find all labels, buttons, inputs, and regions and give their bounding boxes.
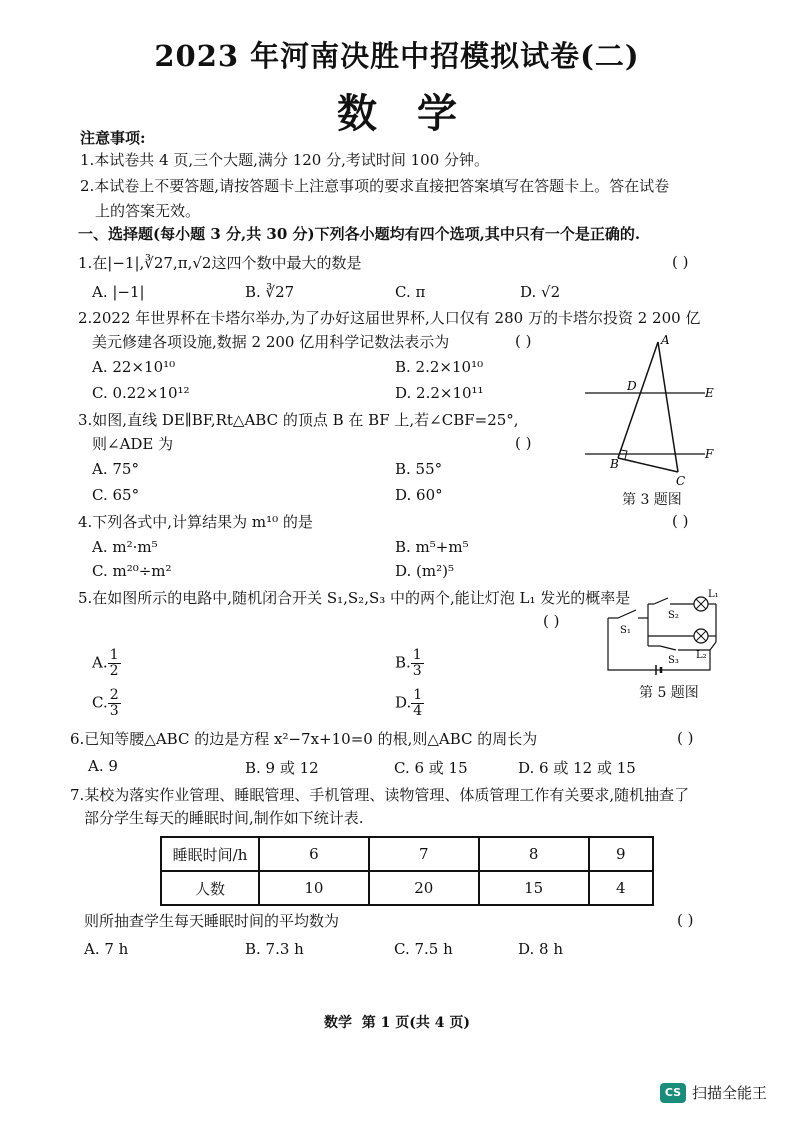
label-f: F — [705, 447, 714, 461]
q5-option-d-label: D. — [395, 693, 412, 712]
q5-figure-caption: 第 5 题图 — [639, 685, 699, 701]
table-row-header: 人数 — [161, 871, 259, 905]
table-cell: 4 — [589, 871, 653, 905]
q4-option-c: C. m²⁰÷m² — [92, 562, 172, 580]
fraction-denominator: 3 — [109, 703, 119, 719]
label-c: C — [676, 474, 686, 488]
q7-option-b: B. 7.3 h — [245, 940, 304, 958]
q7-stem-2: 部分学生每天的睡眠时间,制作如下统计表. — [84, 809, 364, 827]
q3-option-a: A. 75° — [92, 460, 139, 478]
side-ab — [618, 342, 658, 458]
q5-stem: 5.在如图所示的电路中,随机闭合开关 S₁,S₂,S₃ 中的两个,能让灯泡 L₁ 发光的概率是 — [78, 589, 631, 607]
q5-circuit-figure — [598, 588, 724, 680]
circuit-wire — [710, 642, 716, 650]
q6-option-b: B. 9 或 12 — [245, 759, 319, 777]
label-b: B — [610, 457, 619, 471]
q2-answer-paren: ( ) — [515, 332, 532, 350]
label-a: A — [661, 333, 670, 347]
table-cell: 20 — [369, 871, 479, 905]
fraction-denominator: 2 — [109, 663, 119, 679]
table-row-header: 睡眠时间/h — [161, 837, 259, 871]
q4-option-a: A. m²·m⁵ — [92, 538, 158, 556]
label-l1: L₁ — [708, 589, 719, 600]
q1-option-a: A. |−1| — [92, 283, 145, 301]
q5-option-c — [92, 688, 121, 719]
subject-title: 数学 — [337, 90, 497, 137]
q5-answer-paren: ( ) — [543, 612, 560, 630]
scanner-logo-icon: CS — [660, 1083, 686, 1103]
q6-option-d: D. 6 或 12 或 15 — [518, 759, 636, 777]
q7-stem-3: 则所抽查学生每天睡眠时间的平均数为 — [84, 912, 340, 930]
q4-option-b: B. m⁵+m⁵ — [395, 538, 469, 556]
q5-option-a-fraction — [108, 648, 121, 679]
q5-option-b-fraction — [411, 648, 424, 679]
fraction-denominator: 3 — [412, 663, 422, 679]
q1-answer-paren: ( ) — [672, 253, 689, 271]
q5-option-a — [92, 648, 121, 679]
fraction-numerator: 1 — [413, 687, 423, 703]
q3-stem-2: 则∠ADE 为 — [92, 435, 174, 453]
label-s1: S₁ — [620, 625, 631, 636]
label-s2: S₂ — [668, 610, 679, 621]
switch-s1 — [618, 610, 636, 618]
table-cell: 15 — [479, 871, 589, 905]
q7-stem-1: 7.某校为落实作业管理、睡眠管理、手机管理、读物管理、体质管理工作有关要求,随机抽查了 — [70, 786, 690, 804]
q2-option-c: C. 0.22×10¹² — [92, 384, 190, 402]
q1-option-d: D. √2 — [520, 283, 561, 301]
section-heading: 一、选择题(每小题 3 分,共 30 分)下列各小题均有四个选项,其中只有一个是正确的. — [78, 225, 641, 243]
fraction-numerator: 1 — [109, 647, 119, 663]
table-row — [161, 837, 653, 871]
q3-option-d: D. 60° — [395, 486, 443, 504]
sleep-stats-table — [160, 836, 654, 906]
q6-answer-paren: ( ) — [677, 729, 694, 747]
switch-s3 — [660, 646, 676, 650]
q7-option-d: D. 8 h — [518, 940, 563, 958]
q4-stem: 4.下列各式中,计算结果为 m¹⁰ 的是 — [78, 513, 313, 531]
q7-option-a: A. 7 h — [84, 940, 129, 958]
q5-option-d-fraction — [411, 688, 424, 719]
q1-stem: 1.在|−1|,∛27,π,√2这四个数中最大的数是 — [78, 254, 362, 272]
q5-option-c-label: C. — [92, 693, 108, 712]
notes-item-1: 1.本试卷共 4 页,三个大题,满分 120 分,考试时间 100 分钟。 — [80, 151, 490, 169]
q6-option-c: C. 6 或 15 — [394, 759, 468, 777]
q6-option-a: A. 9 — [88, 757, 118, 775]
q3-option-c: C. 65° — [92, 486, 140, 504]
page-footer: 数学 第 1 页(共 4 页) — [324, 1015, 470, 1031]
q3-geometry-figure — [580, 330, 720, 490]
notes-item-2b: 上的答案无效。 — [95, 202, 201, 220]
q2-option-b: B. 2.2×10¹⁰ — [395, 358, 484, 376]
fraction-numerator: 2 — [109, 687, 119, 703]
table-cell: 6 — [259, 837, 369, 871]
q3-answer-paren: ( ) — [515, 434, 532, 452]
label-s3: S₃ — [668, 655, 679, 666]
q5-option-a-label: A. — [92, 653, 108, 672]
switch-s2 — [654, 598, 668, 604]
exam-title: 2023 年河南决胜中招模拟试卷(二) — [154, 39, 640, 73]
q3-option-b: B. 55° — [395, 460, 443, 478]
q2-stem-1: 2.2022 年世界杯在卡塔尔举办,为了办好这届世界杯,人口仅有 280 万的卡塔尔投资 2 200 亿 — [78, 309, 701, 327]
label-l2: L₂ — [696, 650, 707, 661]
label-e: E — [705, 386, 714, 400]
q4-option-d: D. (m²)⁵ — [395, 562, 454, 580]
side-bc — [618, 458, 678, 472]
table-row — [161, 871, 653, 905]
table-cell: 8 — [479, 837, 589, 871]
q1-option-b: B. ∛27 — [245, 283, 295, 301]
q7-answer-paren: ( ) — [677, 911, 694, 929]
q7-option-c: C. 7.5 h — [394, 940, 453, 958]
q5-option-c-fraction — [108, 688, 121, 719]
q5-option-d — [395, 688, 424, 719]
q5-option-b-label: B. — [395, 653, 411, 672]
table-cell: 10 — [259, 871, 369, 905]
notes-item-2a: 2.本试卷上不要答题,请按答题卡上注意事项的要求直接把答案填写在答题卡上。答在试卷 — [80, 177, 670, 195]
scanner-watermark-text: 扫描全能王 — [692, 1084, 768, 1102]
q1-option-c: C. π — [395, 283, 426, 301]
label-d: D — [627, 379, 637, 393]
q2-option-d: D. 2.2×10¹¹ — [395, 384, 484, 402]
table-cell: 7 — [369, 837, 479, 871]
notes-heading: 注意事项: — [80, 129, 146, 147]
q5-option-b — [395, 648, 424, 679]
fraction-denominator: 4 — [413, 703, 423, 719]
q2-stem-2: 美元修建各项设施,数据 2 200 亿用科学记数法表示为 — [92, 333, 450, 351]
q6-stem: 6.已知等腰△ABC 的边是方程 x²−7x+10=0 的根,则△ABC 的周长为 — [70, 730, 538, 748]
q3-stem-1: 3.如图,直线 DE∥BF,Rt△ABC 的顶点 B 在 BF 上,若∠CBF=25°, — [78, 411, 519, 429]
table-cell: 9 — [589, 837, 653, 871]
q3-figure-caption: 第 3 题图 — [622, 492, 682, 508]
q2-option-a: A. 22×10¹⁰ — [92, 358, 176, 376]
fraction-numerator: 1 — [412, 647, 422, 663]
q4-answer-paren: ( ) — [672, 512, 689, 530]
side-ac — [658, 342, 678, 472]
